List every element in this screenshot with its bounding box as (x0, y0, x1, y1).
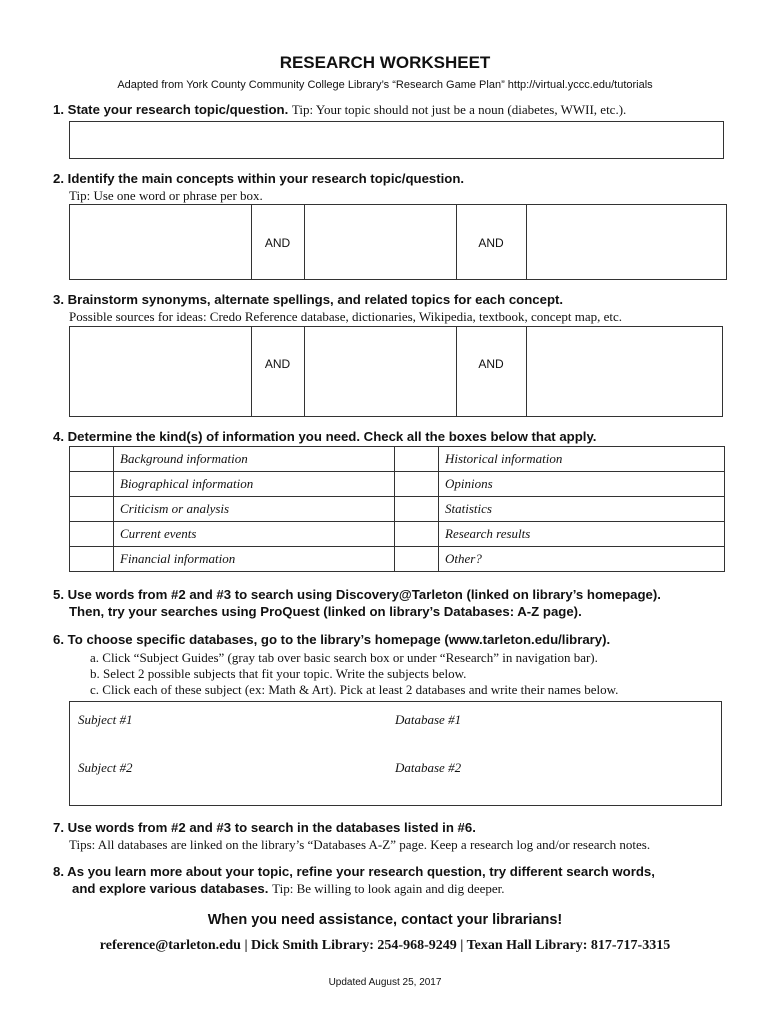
table-row (70, 447, 725, 472)
concepts-box (69, 204, 727, 280)
checkbox-biographical[interactable] (70, 472, 114, 497)
synonyms-divider-2 (304, 327, 305, 416)
label-historical: Historical information (439, 447, 725, 472)
label-financial: Financial information (114, 547, 395, 572)
step6-item-c: c. Click each of these subject (ex: Math & Art). Pick at least 2 databases and write their names below. (90, 682, 619, 697)
concepts-divider-2 (304, 205, 305, 279)
label-current-events: Current events (114, 522, 395, 547)
step8-line2 (72, 881, 505, 897)
step2-tip: Tip: Use one word or phrase per box. (69, 188, 263, 203)
concepts-and-1: AND (264, 236, 291, 250)
step6-item-b: b. Select 2 possible subjects that fit your topic. Write the subjects below. (90, 666, 467, 681)
worksheet-subtitle: Adapted from York County Community College Library’s “Research Game Plan” http://virtual.yccc.edu/tutorials (117, 79, 653, 91)
label-criticism: Criticism or analysis (114, 497, 395, 522)
checkbox-opinions[interactable] (395, 472, 439, 497)
checkbox-financial[interactable] (70, 547, 114, 572)
checkbox-statistics[interactable] (395, 497, 439, 522)
step2-heading: 2. Identify the main concepts within your research topic/question. (53, 171, 465, 186)
step8-line2-text: and explore various databases. (72, 881, 269, 896)
subjects-databases-box[interactable] (69, 701, 722, 806)
step1-tip: Tip: Your topic should not just be a noun (diabetes, WWII, etc.). (291, 102, 627, 117)
label-biographical: Biographical information (114, 472, 395, 497)
checkbox-other[interactable] (395, 547, 439, 572)
step5-line1: 5. Use words from #2 and #3 to search using Discovery@Tarleton (linked on library’s homepage). (53, 587, 661, 602)
database2-label: Database #2 (395, 760, 462, 775)
label-statistics: Statistics (439, 497, 725, 522)
table-row (70, 472, 725, 497)
checkbox-background[interactable] (70, 447, 114, 472)
synonyms-divider-3 (456, 327, 457, 416)
synonyms-and-1: AND (264, 357, 291, 371)
checkbox-research-results[interactable] (395, 522, 439, 547)
info-kinds-table (69, 446, 725, 572)
subject1-label: Subject #1 (78, 712, 133, 727)
table-row (70, 497, 725, 522)
contact-line: reference@tarleton.edu | Dick Smith Library: 254-968-9249 | Texan Hall Library: 817-717-3315 (99, 938, 671, 953)
topic-input-box[interactable] (69, 121, 724, 159)
contact-heading: When you need assistance, contact your librarians! (207, 912, 563, 928)
step1-heading (53, 102, 626, 118)
synonyms-divider-4 (526, 327, 527, 416)
database1-label: Database #1 (395, 712, 462, 727)
synonyms-and-2: AND (478, 357, 504, 371)
step6-heading: 6. To choose specific databases, go to the library’s homepage (www.tarleton.edu/library). (53, 632, 611, 647)
step7-tip: Tips: All databases are linked on the library’s “Databases A-Z” page. Keep a research log and/or research notes. (69, 837, 651, 852)
synonyms-box (69, 326, 723, 417)
synonyms-divider-1 (251, 327, 252, 416)
checkbox-current-events[interactable] (70, 522, 114, 547)
step1-heading-text: 1. State your research topic/question. (53, 102, 289, 117)
step8-tip: Tip: Be willing to look again and dig deeper. (272, 881, 505, 896)
step8-line1: 8. As you learn more about your topic, refine your research question, try different search words, (53, 864, 655, 879)
checkbox-criticism[interactable] (70, 497, 114, 522)
table-row (70, 547, 725, 572)
label-research-results: Research results (439, 522, 725, 547)
label-opinions: Opinions (439, 472, 725, 497)
step5-line2: Then, try your searches using ProQuest (linked on library’s Databases: A-Z page). (69, 604, 582, 619)
worksheet-title: RESEARCH WORKSHEET (279, 53, 491, 72)
label-background: Background information (114, 447, 395, 472)
step4-heading: 4. Determine the kind(s) of information you need. Check all the boxes below that apply. (53, 429, 597, 444)
updated-date: Updated August 25, 2017 (328, 977, 442, 988)
concepts-and-2: AND (478, 236, 504, 250)
step6-item-a: a. Click “Subject Guides” (gray tab over basic search box or under “Research” in navigation bar). (90, 650, 598, 665)
step7-heading: 7. Use words from #2 and #3 to search in the databases listed in #6. (53, 820, 476, 835)
step3-tip: Possible sources for ideas: Credo Reference database, dictionaries, Wikipedia, textbook, concept map, etc. (69, 309, 622, 324)
table-row (70, 522, 725, 547)
subject2-label: Subject #2 (78, 760, 133, 775)
concepts-divider-4 (526, 205, 527, 279)
label-other: Other? (439, 547, 725, 572)
step3-heading: 3. Brainstorm synonyms, alternate spellings, and related topics for each concept. (53, 292, 564, 307)
checkbox-historical[interactable] (395, 447, 439, 472)
